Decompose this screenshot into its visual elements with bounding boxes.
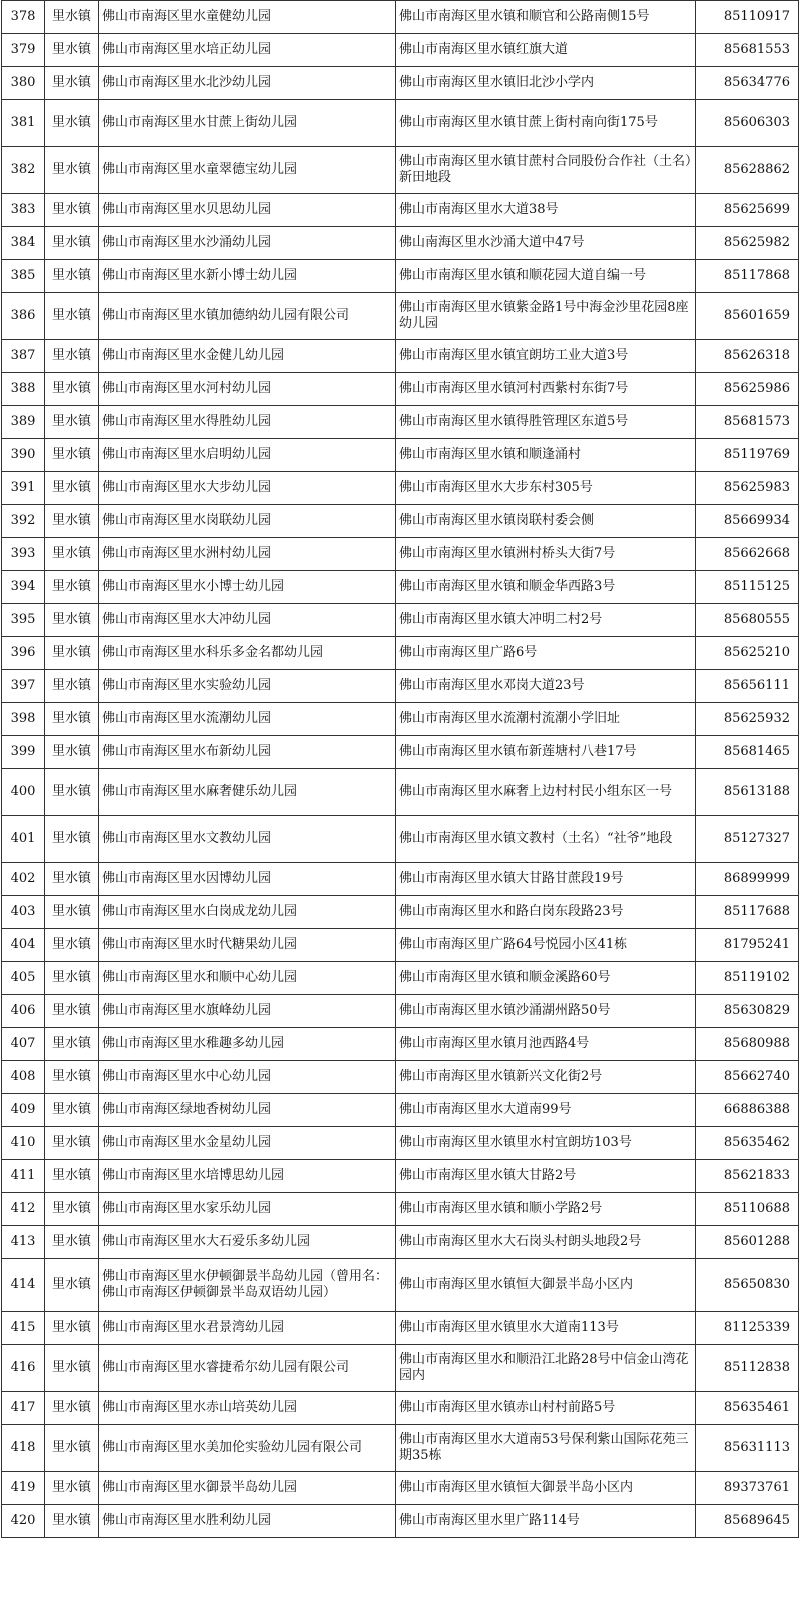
row-number: 381 <box>2 100 45 147</box>
phone-number: 85621833 <box>696 1160 799 1193</box>
phone-number: 85117868 <box>696 260 799 293</box>
phone-number: 85606303 <box>696 100 799 147</box>
kindergarten-name: 佛山市南海区里水启明幼儿园 <box>99 439 396 472</box>
town-name: 里水镇 <box>45 929 99 962</box>
phone-number: 85681465 <box>696 736 799 769</box>
kindergarten-name: 佛山市南海区里水贝思幼儿园 <box>99 194 396 227</box>
row-number: 378 <box>2 1 45 34</box>
town-name: 里水镇 <box>45 406 99 439</box>
phone-number: 85625986 <box>696 373 799 406</box>
row-number: 387 <box>2 340 45 373</box>
row-number: 396 <box>2 637 45 670</box>
table-row <box>2 439 799 472</box>
table-row <box>2 637 799 670</box>
phone-number: 85112838 <box>696 1345 799 1392</box>
table-row <box>2 863 799 896</box>
row-number: 414 <box>2 1259 45 1312</box>
phone-number: 85681573 <box>696 406 799 439</box>
kindergarten-address: 佛山市南海区里水镇和顺花园大道自编一号 <box>396 260 696 293</box>
kindergarten-name: 佛山市南海区里水因博幼儿园 <box>99 863 396 896</box>
kindergarten-address: 佛山市南海区里水镇赤山村村前路5号 <box>396 1392 696 1425</box>
table-row <box>2 472 799 505</box>
kindergarten-name: 佛山市南海区里水科乐多金名都幼儿园 <box>99 637 396 670</box>
kindergarten-name: 佛山市南海区里水家乐幼儿园 <box>99 1193 396 1226</box>
kindergarten-address: 佛山市南海区里水镇里水大道南113号 <box>396 1312 696 1345</box>
kindergarten-address: 佛山市南海区里水镇洲村桥头大街7号 <box>396 538 696 571</box>
kindergarten-address: 佛山市南海区里水镇大甘路2号 <box>396 1160 696 1193</box>
phone-number: 66886388 <box>696 1094 799 1127</box>
town-name: 里水镇 <box>45 670 99 703</box>
kindergarten-address: 佛山市南海区里水镇得胜管理区东道5号 <box>396 406 696 439</box>
kindergarten-address: 佛山市南海区里水镇大冲明二村2号 <box>396 604 696 637</box>
kindergarten-name: 佛山市南海区里水小博士幼儿园 <box>99 571 396 604</box>
town-name: 里水镇 <box>45 816 99 863</box>
kindergarten-name: 佛山市南海区里水麻奢健乐幼儿园 <box>99 769 396 816</box>
kindergarten-name: 佛山市南海区里水金健儿幼儿园 <box>99 340 396 373</box>
kindergarten-address: 佛山市南海区里水镇恒大御景半岛小区内 <box>396 1472 696 1505</box>
kindergarten-address: 佛山市南海区里水和顺沿江北路28号中信金山湾花园内 <box>396 1345 696 1392</box>
town-name: 里水镇 <box>45 571 99 604</box>
town-name: 里水镇 <box>45 1160 99 1193</box>
table-row <box>2 194 799 227</box>
phone-number: 85601659 <box>696 293 799 340</box>
row-number: 419 <box>2 1472 45 1505</box>
row-number: 398 <box>2 703 45 736</box>
kindergarten-name: 佛山市南海区里水和顺中心幼儿园 <box>99 962 396 995</box>
row-number: 399 <box>2 736 45 769</box>
kindergarten-name: 佛山市南海区里水胜利幼儿园 <box>99 1505 396 1538</box>
table-row <box>2 34 799 67</box>
table-row <box>2 67 799 100</box>
row-number: 390 <box>2 439 45 472</box>
table-row <box>2 1226 799 1259</box>
phone-number: 85625699 <box>696 194 799 227</box>
kindergarten-address: 佛山市南海区里水镇宜朗坊工业大道3号 <box>396 340 696 373</box>
kindergarten-address: 佛山市南海区里水镇旧北沙小学内 <box>396 67 696 100</box>
town-name: 里水镇 <box>45 472 99 505</box>
kindergarten-name: 佛山市南海区里水旗峰幼儿园 <box>99 995 396 1028</box>
table-row <box>2 1425 799 1472</box>
kindergarten-address: 佛山市南海区里水镇沙涌湖州路50号 <box>396 995 696 1028</box>
town-name: 里水镇 <box>45 604 99 637</box>
town-name: 里水镇 <box>45 896 99 929</box>
table-row <box>2 1028 799 1061</box>
kindergarten-name: 佛山市南海区里水金星幼儿园 <box>99 1127 396 1160</box>
phone-number: 85669934 <box>696 505 799 538</box>
table-row <box>2 1312 799 1345</box>
row-number: 420 <box>2 1505 45 1538</box>
kindergarten-name: 佛山市南海区里水大冲幼儿园 <box>99 604 396 637</box>
town-name: 里水镇 <box>45 505 99 538</box>
row-number: 412 <box>2 1193 45 1226</box>
row-number: 383 <box>2 194 45 227</box>
kindergarten-address: 佛山市南海区里水大道南53号保利紫山国际花苑三期35栋 <box>396 1425 696 1472</box>
kindergarten-name: 佛山市南海区里水文教幼儿园 <box>99 816 396 863</box>
kindergarten-address: 佛山市南海区里水大步东村305号 <box>396 472 696 505</box>
table-row <box>2 736 799 769</box>
row-number: 405 <box>2 962 45 995</box>
town-name: 里水镇 <box>45 1505 99 1538</box>
town-name: 里水镇 <box>45 194 99 227</box>
row-number: 388 <box>2 373 45 406</box>
row-number: 417 <box>2 1392 45 1425</box>
kindergarten-name: 佛山市南海区里水甘蔗上街幼儿园 <box>99 100 396 147</box>
table-row <box>2 1160 799 1193</box>
table-row <box>2 929 799 962</box>
kindergarten-address: 佛山市南海区里水镇大甘路甘蔗段19号 <box>396 863 696 896</box>
town-name: 里水镇 <box>45 147 99 194</box>
row-number: 386 <box>2 293 45 340</box>
phone-number: 85628862 <box>696 147 799 194</box>
town-name: 里水镇 <box>45 736 99 769</box>
town-name: 里水镇 <box>45 373 99 406</box>
kindergarten-address: 佛山市南海区里水镇和顺金溪路60号 <box>396 962 696 995</box>
row-number: 415 <box>2 1312 45 1345</box>
table-row <box>2 538 799 571</box>
phone-number: 81125339 <box>696 1312 799 1345</box>
phone-number: 85634776 <box>696 67 799 100</box>
town-name: 里水镇 <box>45 1193 99 1226</box>
table-row <box>2 1259 799 1312</box>
kindergarten-name: 佛山市南海区里水大步幼儿园 <box>99 472 396 505</box>
kindergarten-name: 佛山市南海区里水实验幼儿园 <box>99 670 396 703</box>
table-row <box>2 670 799 703</box>
row-number: 380 <box>2 67 45 100</box>
table-row <box>2 340 799 373</box>
kindergarten-name: 佛山市南海区里水睿捷希尔幼儿园有限公司 <box>99 1345 396 1392</box>
phone-number: 85625932 <box>696 703 799 736</box>
row-number: 394 <box>2 571 45 604</box>
kindergarten-address: 佛山市南海区里水流潮村流潮小学旧址 <box>396 703 696 736</box>
row-number: 393 <box>2 538 45 571</box>
kindergarten-address: 佛山市南海区里水镇月池西路4号 <box>396 1028 696 1061</box>
kindergarten-address: 佛山市南海区里水镇和顺官和公路南侧15号 <box>396 1 696 34</box>
kindergarten-name: 佛山市南海区里水大石爱乐多幼儿园 <box>99 1226 396 1259</box>
town-name: 里水镇 <box>45 1094 99 1127</box>
kindergarten-address: 佛山市南海区里水大道南99号 <box>396 1094 696 1127</box>
phone-number: 85630829 <box>696 995 799 1028</box>
row-number: 402 <box>2 863 45 896</box>
kindergarten-address: 佛山市南海区里水镇和顺小学路2号 <box>396 1193 696 1226</box>
row-number: 392 <box>2 505 45 538</box>
phone-number: 85613188 <box>696 769 799 816</box>
phone-number: 85635461 <box>696 1392 799 1425</box>
row-number: 384 <box>2 227 45 260</box>
kindergarten-address: 佛山市南海区里水镇甘蔗村合同股份合作社（土名）新田地段 <box>396 147 696 194</box>
row-number: 410 <box>2 1127 45 1160</box>
table-row <box>2 1127 799 1160</box>
town-name: 里水镇 <box>45 538 99 571</box>
row-number: 404 <box>2 929 45 962</box>
kindergarten-name: 佛山市南海区里水镇加德纳幼儿园有限公司 <box>99 293 396 340</box>
kindergarten-name: 佛山市南海区里水培正幼儿园 <box>99 34 396 67</box>
phone-number: 85117688 <box>696 896 799 929</box>
kindergarten-address: 佛山市南海区里水大石岗头村朗头地段2号 <box>396 1226 696 1259</box>
kindergarten-address: 佛山市南海区里广路6号 <box>396 637 696 670</box>
table-row <box>2 406 799 439</box>
kindergarten-name: 佛山市南海区里水培博思幼儿园 <box>99 1160 396 1193</box>
phone-number: 85625982 <box>696 227 799 260</box>
kindergarten-name: 佛山市南海区里水岗联幼儿园 <box>99 505 396 538</box>
table-row <box>2 1193 799 1226</box>
phone-number: 85115125 <box>696 571 799 604</box>
kindergarten-name: 佛山市南海区里水北沙幼儿园 <box>99 67 396 100</box>
table-row <box>2 604 799 637</box>
town-name: 里水镇 <box>45 439 99 472</box>
table-row <box>2 260 799 293</box>
town-name: 里水镇 <box>45 995 99 1028</box>
row-number: 379 <box>2 34 45 67</box>
table-row <box>2 1505 799 1538</box>
town-name: 里水镇 <box>45 1392 99 1425</box>
table-row <box>2 1345 799 1392</box>
kindergarten-name: 佛山市南海区里水稚趣多幼儿园 <box>99 1028 396 1061</box>
kindergarten-name: 佛山市南海区绿地香树幼儿园 <box>99 1094 396 1127</box>
phone-number: 85656111 <box>696 670 799 703</box>
row-number: 391 <box>2 472 45 505</box>
kindergarten-address: 佛山市南海区里水镇新兴文化街2号 <box>396 1061 696 1094</box>
town-name: 里水镇 <box>45 637 99 670</box>
kindergarten-address: 佛山市南海区里水镇恒大御景半岛小区内 <box>396 1259 696 1312</box>
phone-number: 85635462 <box>696 1127 799 1160</box>
kindergarten-name: 佛山市南海区里水赤山培英幼儿园 <box>99 1392 396 1425</box>
phone-number: 85662740 <box>696 1061 799 1094</box>
table-row <box>2 505 799 538</box>
phone-number: 86899999 <box>696 863 799 896</box>
town-name: 里水镇 <box>45 769 99 816</box>
table-row <box>2 147 799 194</box>
town-name: 里水镇 <box>45 227 99 260</box>
town-name: 里水镇 <box>45 1028 99 1061</box>
row-number: 400 <box>2 769 45 816</box>
town-name: 里水镇 <box>45 340 99 373</box>
phone-number: 85127327 <box>696 816 799 863</box>
phone-number: 85601288 <box>696 1226 799 1259</box>
town-name: 里水镇 <box>45 1259 99 1312</box>
kindergarten-table <box>1 0 799 1538</box>
kindergarten-name: 佛山市南海区里水河村幼儿园 <box>99 373 396 406</box>
table-row <box>2 995 799 1028</box>
town-name: 里水镇 <box>45 1 99 34</box>
table-row <box>2 816 799 863</box>
town-name: 里水镇 <box>45 962 99 995</box>
kindergarten-name: 佛山市南海区里水新小博士幼儿园 <box>99 260 396 293</box>
row-number: 403 <box>2 896 45 929</box>
phone-number: 85662668 <box>696 538 799 571</box>
town-name: 里水镇 <box>45 1425 99 1472</box>
kindergarten-address: 佛山市南海区里水和路白岗东段路23号 <box>396 896 696 929</box>
table-row <box>2 100 799 147</box>
table-row <box>2 769 799 816</box>
town-name: 里水镇 <box>45 293 99 340</box>
kindergarten-address: 佛山市南海区里水镇和顺金华西路3号 <box>396 571 696 604</box>
row-number: 409 <box>2 1094 45 1127</box>
phone-number: 85119102 <box>696 962 799 995</box>
kindergarten-address: 佛山市南海区里水镇紫金路1号中海金沙里花园8座幼儿园 <box>396 293 696 340</box>
phone-number: 85680555 <box>696 604 799 637</box>
kindergarten-address: 佛山市南海区里水镇河村西紫村东街7号 <box>396 373 696 406</box>
town-name: 里水镇 <box>45 34 99 67</box>
kindergarten-address: 佛山市南海区里水镇里水村宜朗坊103号 <box>396 1127 696 1160</box>
town-name: 里水镇 <box>45 1127 99 1160</box>
kindergarten-name: 佛山市南海区里水得胜幼儿园 <box>99 406 396 439</box>
kindergarten-name: 佛山市南海区里水伊顿御景半岛幼儿园（曾用名：佛山市南海区伊顿御景半岛双语幼儿园） <box>99 1259 396 1312</box>
kindergarten-address: 佛山市南海区里水麻奢上边村村民小组东区一号 <box>396 769 696 816</box>
kindergarten-address: 佛山市南海区里水邓岗大道23号 <box>396 670 696 703</box>
kindergarten-address: 佛山南海区里水沙涌大道中47号 <box>396 227 696 260</box>
table-body <box>2 1 799 1538</box>
phone-number: 85626318 <box>696 340 799 373</box>
row-number: 408 <box>2 1061 45 1094</box>
kindergarten-address: 佛山市南海区里水镇甘蔗上街村南向街175号 <box>396 100 696 147</box>
town-name: 里水镇 <box>45 1312 99 1345</box>
town-name: 里水镇 <box>45 1061 99 1094</box>
row-number: 406 <box>2 995 45 1028</box>
row-number: 401 <box>2 816 45 863</box>
table-row <box>2 896 799 929</box>
kindergarten-name: 佛山市南海区里水布新幼儿园 <box>99 736 396 769</box>
kindergarten-address: 佛山市南海区里水镇红旗大道 <box>396 34 696 67</box>
kindergarten-name: 佛山市南海区里水沙涌幼儿园 <box>99 227 396 260</box>
phone-number: 85680988 <box>696 1028 799 1061</box>
phone-number: 85689645 <box>696 1505 799 1538</box>
phone-number: 89373761 <box>696 1472 799 1505</box>
phone-number: 85110917 <box>696 1 799 34</box>
kindergarten-name: 佛山市南海区里水中心幼儿园 <box>99 1061 396 1094</box>
phone-number: 85650830 <box>696 1259 799 1312</box>
table-row <box>2 293 799 340</box>
row-number: 418 <box>2 1425 45 1472</box>
kindergarten-name: 佛山市南海区里水童健幼儿园 <box>99 1 396 34</box>
row-number: 411 <box>2 1160 45 1193</box>
table-row <box>2 1392 799 1425</box>
town-name: 里水镇 <box>45 1345 99 1392</box>
row-number: 413 <box>2 1226 45 1259</box>
kindergarten-address: 佛山市南海区里水镇岗联村委会侧 <box>396 505 696 538</box>
row-number: 416 <box>2 1345 45 1392</box>
town-name: 里水镇 <box>45 703 99 736</box>
kindergarten-name: 佛山市南海区里水洲村幼儿园 <box>99 538 396 571</box>
row-number: 395 <box>2 604 45 637</box>
phone-number: 85119769 <box>696 439 799 472</box>
kindergarten-name: 佛山市南海区里水御景半岛幼儿园 <box>99 1472 396 1505</box>
kindergarten-address: 佛山市南海区里水里广路114号 <box>396 1505 696 1538</box>
kindergarten-address: 佛山市南海区里水镇布新莲塘村八巷17号 <box>396 736 696 769</box>
table-row <box>2 703 799 736</box>
row-number: 407 <box>2 1028 45 1061</box>
row-number: 385 <box>2 260 45 293</box>
kindergarten-name: 佛山市南海区里水流潮幼儿园 <box>99 703 396 736</box>
table-row <box>2 373 799 406</box>
row-number: 397 <box>2 670 45 703</box>
kindergarten-name: 佛山市南海区里水童翠德宝幼儿园 <box>99 147 396 194</box>
phone-number: 85681553 <box>696 34 799 67</box>
phone-number: 85625983 <box>696 472 799 505</box>
row-number: 382 <box>2 147 45 194</box>
kindergarten-name: 佛山市南海区里水白岗成龙幼儿园 <box>99 896 396 929</box>
town-name: 里水镇 <box>45 1226 99 1259</box>
town-name: 里水镇 <box>45 67 99 100</box>
table-row <box>2 1061 799 1094</box>
table-row <box>2 227 799 260</box>
phone-number: 81795241 <box>696 929 799 962</box>
town-name: 里水镇 <box>45 863 99 896</box>
row-number: 389 <box>2 406 45 439</box>
town-name: 里水镇 <box>45 100 99 147</box>
kindergarten-name: 佛山市南海区里水时代糖果幼儿园 <box>99 929 396 962</box>
town-name: 里水镇 <box>45 260 99 293</box>
table-row <box>2 1 799 34</box>
table-row <box>2 571 799 604</box>
kindergarten-address: 佛山市南海区里水镇和顺逢涌村 <box>396 439 696 472</box>
kindergarten-name: 佛山市南海区里水君景湾幼儿园 <box>99 1312 396 1345</box>
table-row <box>2 1094 799 1127</box>
kindergarten-address: 佛山市南海区里水大道38号 <box>396 194 696 227</box>
phone-number: 85110688 <box>696 1193 799 1226</box>
kindergarten-name: 佛山市南海区里水美加伦实验幼儿园有限公司 <box>99 1425 396 1472</box>
kindergarten-address: 佛山市南海区里水镇文教村（土名）“社爷”地段 <box>396 816 696 863</box>
phone-number: 85625210 <box>696 637 799 670</box>
town-name: 里水镇 <box>45 1472 99 1505</box>
table-row <box>2 962 799 995</box>
phone-number: 85631113 <box>696 1425 799 1472</box>
table-row <box>2 1472 799 1505</box>
kindergarten-address: 佛山市南海区里广路64号悦园小区41栋 <box>396 929 696 962</box>
